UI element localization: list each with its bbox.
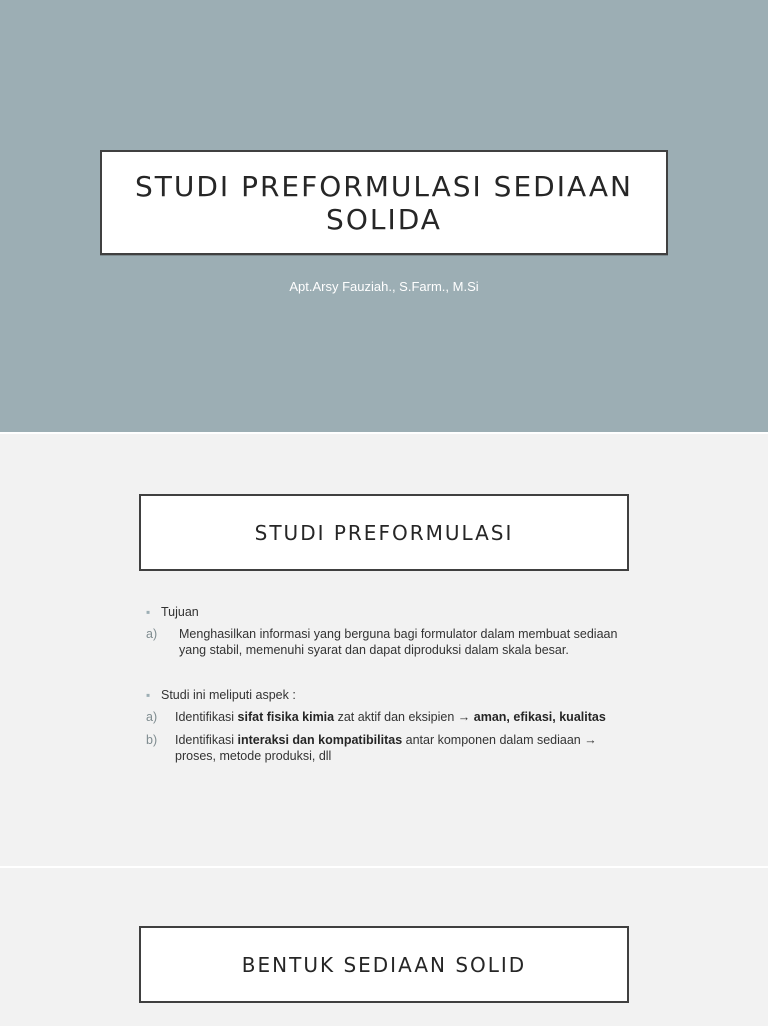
tujuan-label: Tujuan	[161, 605, 199, 619]
slide2-title-text: STUDI PREFORMULASI	[254, 520, 514, 545]
preformulation-slide	[0, 434, 768, 866]
list-marker: a)	[146, 627, 158, 641]
list-marker: a)	[146, 710, 158, 724]
bullet-square-icon: ▪	[146, 605, 151, 619]
list-marker: b)	[146, 733, 158, 747]
aspek-item-text: Identifikasi sifat fisika kimia zat aktif dan eksipien → aman, efikasi, kualitas	[175, 710, 606, 724]
aspek-item-a	[146, 709, 636, 725]
bullet-square-icon: ▪	[146, 688, 151, 702]
slide2-title	[139, 494, 629, 571]
slide3-title-text: BENTUK SEDIAAN SOLID	[241, 952, 527, 977]
tujuan-item-text: Menghasilkan informasi yang berguna bagi formulator dalam membuat sediaan yang stabil, memenuhi syarat dan dapat diproduksi dalam skala besar.	[179, 627, 618, 657]
slide3-title	[139, 926, 629, 1003]
author-subtitle: Apt.Arsy Fauziah., S.Farm., M.Si	[289, 279, 479, 294]
aspek-label: Studi ini meliputi aspek :	[161, 688, 296, 702]
aspek-item-text: Identifikasi interaksi dan kompatibilitas antar komponen dalam sediaan → proses, metode produksi, dll	[175, 733, 597, 763]
title-slide	[0, 0, 768, 432]
aspek-bullet	[146, 687, 636, 703]
tujuan-item-a	[146, 626, 636, 658]
aspek-item-b	[146, 732, 636, 764]
tujuan-bullet	[146, 604, 636, 620]
main-title-text: STUDI PREFORMULASI SEDIAAN SOLIDA	[134, 169, 634, 236]
slide2-content	[146, 604, 636, 771]
solid-forms-slide	[0, 868, 768, 1026]
main-title	[100, 150, 668, 255]
